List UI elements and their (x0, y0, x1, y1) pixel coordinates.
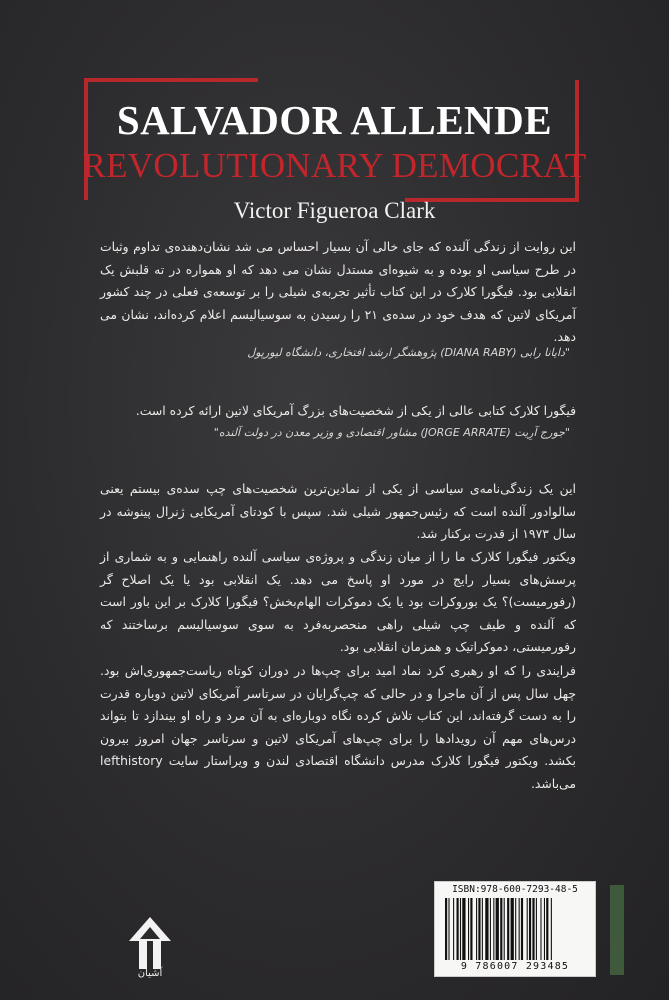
book-title: SALVADOR ALLENDE (116, 97, 553, 143)
description-paragraph-3: فرایندی را که او رهبری کرد نماد امید برای چپ‌ها در دوران کوتاه ریاست‌جمهوری‌اش بود. چهل سال پس از آن ماجرا و در حالی که چپ‌گرایان در سرتاسر آمریکای لاتین دوباره قدرت را به دست گرفته‌اند، این کتاب تلاش کرده نگاه دوباره‌ای به آن مرد و راه او بیندازد تا بتواند درس‌های مهم آن رویدادها را برای چپ‌های آمریکای لاتین و سرتاسر جهان امروز بیرون بکشد. ویکتور فیگورا کلارک مدرس دانشگاه اقتصادی لندن و ویراستار سایت lefthistory می‌باشد. (100, 663, 576, 791)
blurb-paragraph-2: فیگورا کلارک کتابی عالی از یکی از شخصیت‌های بزرگ آمریکای لاتین ارائه کرده است. (135, 403, 576, 418)
barcode-label (434, 881, 596, 977)
barcode-number: 9 786007 293485 (460, 961, 570, 972)
isbn-text: ISBN:978-600-7293-48-5 (452, 884, 578, 895)
blurb-attribution-2: "جورج آرِیت (JORGE ARRATE) مشاور اقتصادی و وزیر معدن در دولت آلنده" (213, 426, 570, 439)
side-sticker (610, 885, 624, 975)
barcode-icon (443, 898, 587, 960)
publisher-logo-icon (125, 915, 175, 975)
blurb-attribution-1: "دایانا رابی (DIANA RABY) پژوهشگر ارشد افتخاری، دانشگاه لیورپول (247, 346, 570, 359)
description-paragraph-2: ویکتور فیگورا کلارک ما را از میان زندگی و پروژه‌ی سیاسی آلنده راهنمایی و به شماری از پرسش‌های بسیار رایج در مورد او پاسخ می دهد. یک انقلابی بود یا یک اصلاح گر (رفورمیست)؟ یک بوروکرات بود یا یک دموکرات الهام‌بخش؟ فیگورا کلارک بر این باور است که آلنده و طیف چپ شیلی راهی منحصربه‌فرد به سوی سوسیالیسم برساختند که رفورمیستی، دموکراتیک و همزمان انقلابی بود. (100, 549, 576, 655)
book-subtitle: REVOLUTIONARY DEMOCRAT (82, 146, 587, 185)
blurb-paragraph-1: این روایت از زندگی آلنده که جای خالی آن بسیار احساس می شد نشان‌دهنده‌ی تداوم وثبات در طرح سیاسی او بوده و به شیوه‌ای مستدل نشان می دهد که او همواره در ته قلبش یک انقلابی بود. فیگورا کلارک در این کتاب تأثیر تجربه‌ی شیلی را بر توسعه‌ی فعلی در چند کشور آمریکای لاتین که هدف خود در سده‌ی ۲۱ را رسیدن به سوسیالیسم اعلام کرده‌اند، نشان می دهد. (100, 239, 576, 345)
description-paragraph-1: این یک زندگی‌نامه‌ی سیاسی از یکی از نمادین‌ترین شخصیت‌های چپ سده‌ی بیستم یعنی سالوادور آلنده است که رئیس‌جمهور شیلی شد. سپس با کودتای آمریکایی ژنرال پینوشه در سال ۱۹۷۳ از قدرت برکنار شد. (100, 481, 576, 542)
author-name: Victor Figueroa Clark (233, 198, 436, 223)
publisher-name: آشیان (137, 968, 163, 979)
